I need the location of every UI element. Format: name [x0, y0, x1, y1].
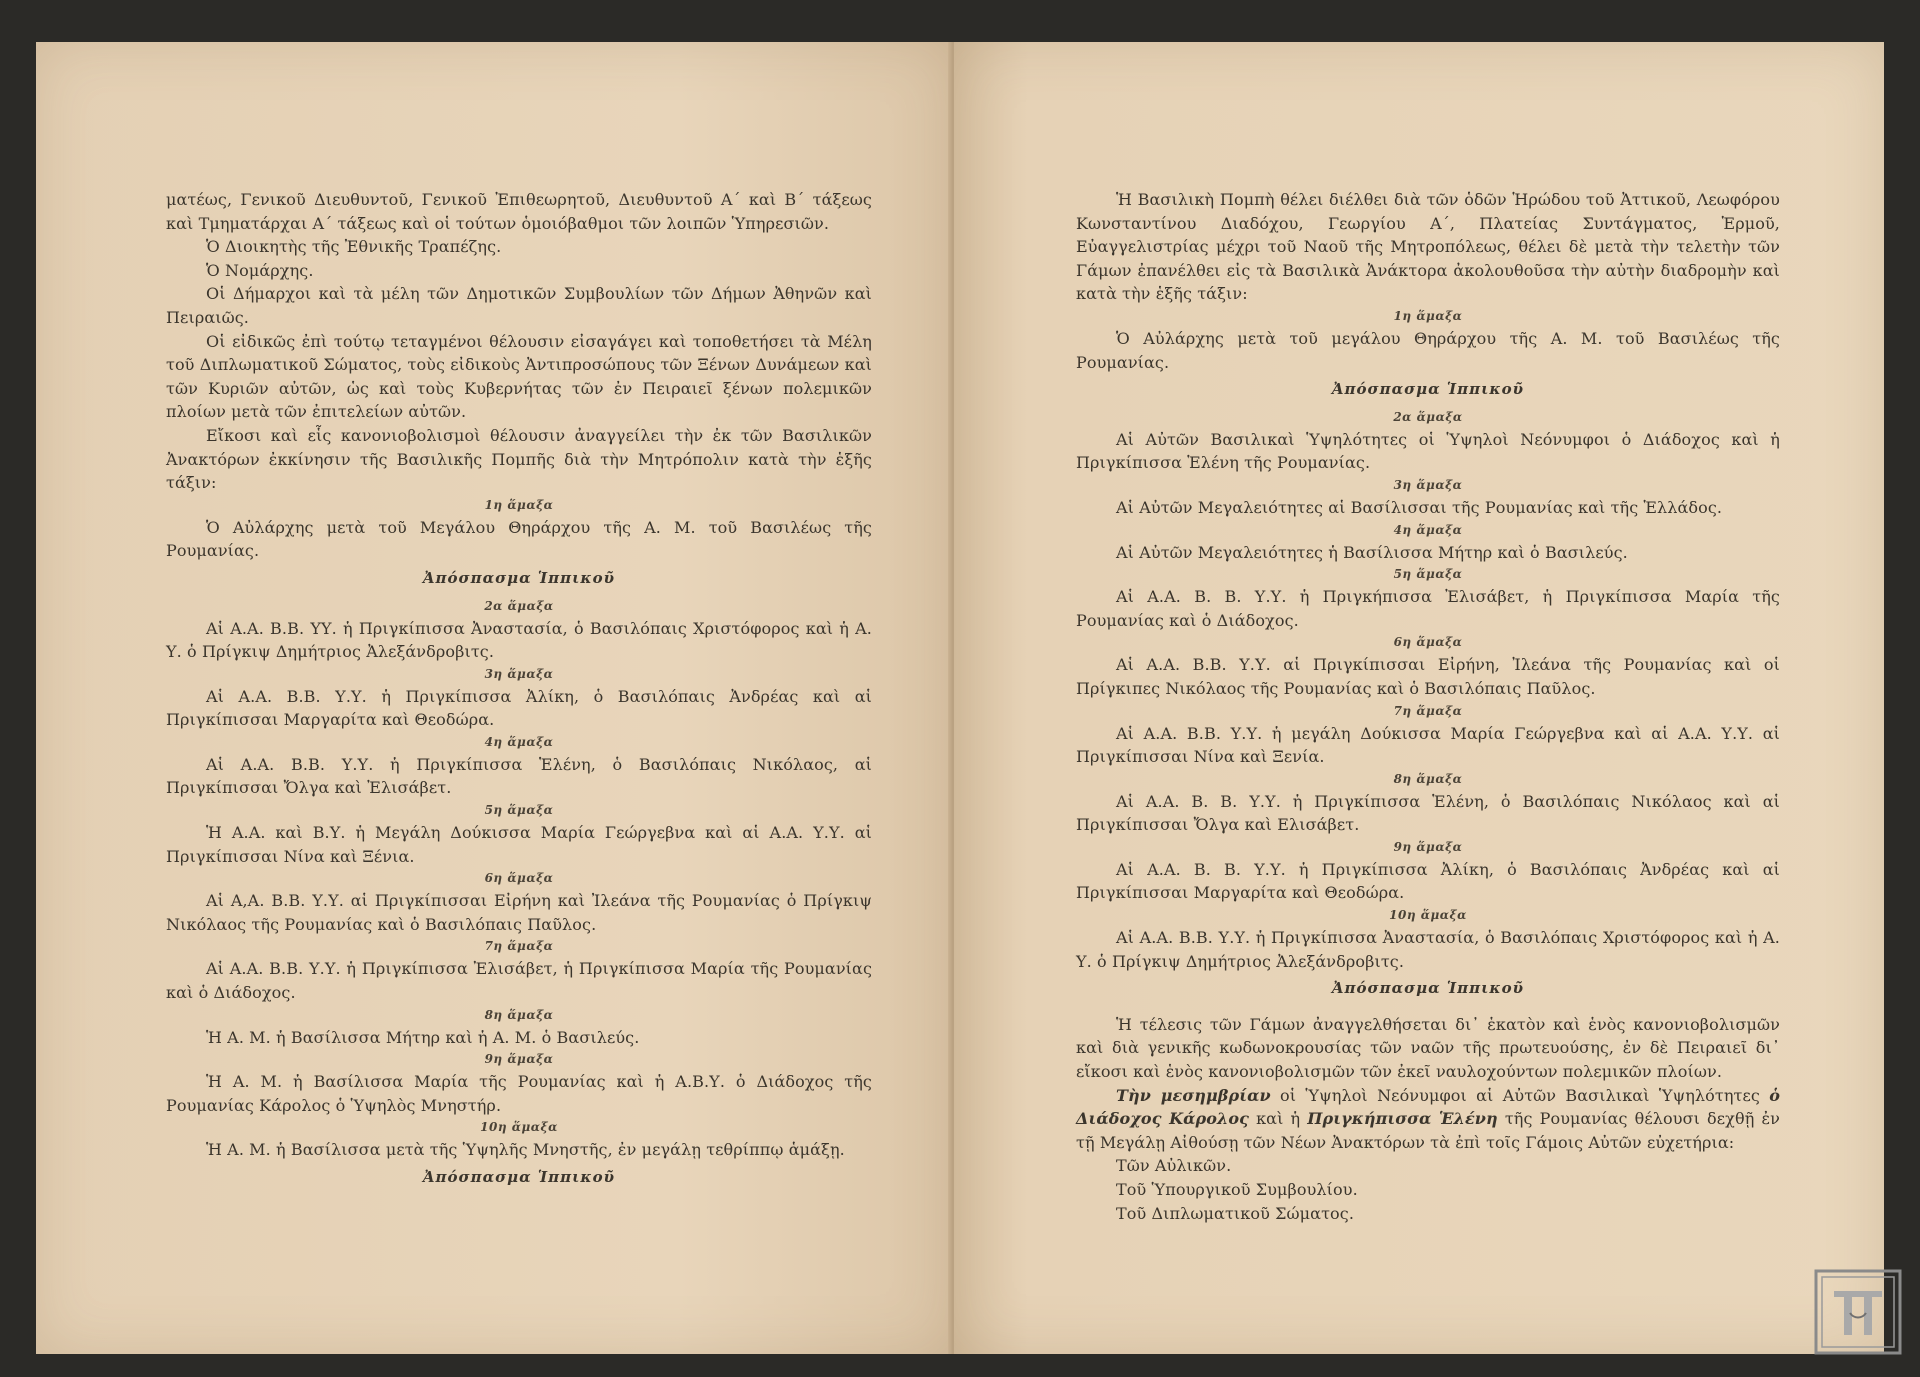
carriage-heading: 3η ἅμαξα: [484, 666, 554, 681]
paragraph: Αἱ Α.Α. Β. Β. Υ.Υ. ἡ Πριγκίπισσα Ἀλίκη, ὁ Βασιλόπαις Ἀνδρέας καὶ αἱ Πριγκίπισσαι Μαργαρίτα καὶ Θεοδώρα.: [1076, 859, 1780, 903]
paragraph: Τῶν Αὐλικῶν.: [1116, 1156, 1232, 1176]
paragraph: Αἱ Α.Α. Β.Β. ΥΥ. ἡ Πριγκίπισσα Ἀναστασία, ὁ Βασιλόπαις Χριστόφορος καὶ ἡ Α. Υ. ὁ Πρίγκιψ Δημήτριος Ἀλεξάνδροβιτς.: [166, 618, 872, 662]
carriage-heading: 9η ἅμαξα: [1393, 839, 1463, 854]
right-page: [954, 42, 1884, 1354]
paragraph: Ὁ Αὐλάρχης μετὰ τοῦ Μεγάλου Θηράρχου τῆς Α. Μ. τοῦ Βασιλέως τῆς Ρουμανίας.: [166, 517, 872, 561]
paragraph: Αἱ Α.Α. Β. Β. Υ.Υ. ἡ Πριγκήπισσα Ἐλισάβετ, ἡ Πριγκίπισσα Μαρία τῆς Ρουμανίας καὶ ὁ Διάδοχος.: [1076, 587, 1780, 630]
text-run: καὶ ἡ: [1248, 1109, 1308, 1129]
emphasized-text: ὁ Διάδοχος Κάρολος: [1076, 1085, 1780, 1129]
carriage-heading: 4η ἅμαξα: [484, 734, 554, 749]
carriage-heading: 4η ἅμαξα: [1393, 522, 1463, 537]
paragraph: Αἱ Αὐτῶν Μεγαλειότητες ἡ Βασίλισσα Μήτηρ καὶ ὁ Βασιλεύς.: [1116, 542, 1628, 562]
library-logo-icon: [1814, 1269, 1902, 1355]
paragraph: Ἡ Α. Μ. ἡ Βασίλισσα Μαρία τῆς Ρουμανίας καὶ ἡ Α.Β.Υ. ὁ Διάδοχος τῆς Ρουμανίας Κάρολος ὁ Ὑψηλὸς Μνηστήρ.: [166, 1072, 872, 1115]
carriage-heading: 9η ἅμαξα: [484, 1052, 554, 1067]
carriage-heading: 8η ἅμαξα: [1393, 771, 1463, 786]
carriage-heading: 10η ἅμαξα: [480, 1120, 558, 1135]
left-page: [36, 42, 952, 1354]
text-run: τῆς Ρουμανίας θέλουσι δεχθῇ ἐν τῇ Μεγάλῃ Αἰθούσῃ τῶν Νέων Ἀνακτόρων τὰ ἐπὶ τοῖς Γάμοις Αὐτῶν εὐχετήρια:: [1076, 1109, 1780, 1152]
paragraph: Ὁ Διοικητὴς τῆς Ἐθνικῆς Τραπέζης.: [206, 237, 502, 257]
carriage-heading: 7η ἅμαξα: [484, 939, 554, 954]
carriage-heading: 3η ἅμαξα: [1393, 477, 1463, 492]
emphasized-text: Πριγκήπισσα Ἑλένη: [1307, 1109, 1498, 1129]
paragraph: Αἱ Α.Α. Β.Β. Υ.Υ. ἡ μεγάλη Δούκισσα Μαρία Γεώργεβνα καὶ αἱ Α.Α. Υ.Υ. αἱ Πριγκίπισσαι Νίνα καὶ Ξενία.: [1076, 723, 1780, 767]
paragraph: [1076, 1084, 1780, 1155]
paragraph: Ἡ Α. Μ. ἡ Βασίλισσα Μήτηρ καὶ ἡ Α. Μ. ὁ Βασιλεύς.: [206, 1027, 640, 1047]
paragraph: Ὁ Αὐλάρχης μετὰ τοῦ μεγάλου Θηράρχου τῆς Α. Μ. τοῦ Βασιλέως τῆς Ρουμανίας.: [1076, 328, 1780, 372]
paragraph: Αἱ Α,Α. Β.Β. Υ.Υ. αἱ Πριγκίπισσαι Εἰρήνη καὶ Ἰλεάνα τῆς Ρουμανίας ὁ Πρίγκιψ Νικόλαος τῆς Ρουμανίας καὶ ὁ Βασιλόπαις Παῦλος.: [166, 891, 872, 934]
paragraph: Ἡ τέλεσις τῶν Γάμων ἀναγγελθήσεται δι᾽ ἑκατὸν καὶ ἑνὸς κανονιοβολισμῶν καὶ διὰ γενικῆς κωδωνοκρουσίας τῶν ναῶν τῆς πρωτευούσης, ἐν δὲ Πειραιεῖ δι᾽ εἴκοσι καὶ ἑνὸς κανονιοβολισμῶν τῶν ἐκεῖ ναυλοχούντων πολεμικῶν πλοίων.: [1076, 1014, 1780, 1082]
paragraph: Οἱ εἰδικῶς ἐπὶ τούτῳ τεταγμένοι θέλουσιν εἰσαγάγει καὶ τοποθετήσει τὰ Μέλη τοῦ Διπλωματικοῦ Σώματος, τοὺς εἰδικοὺς Ἀντιπροσώπους τῶν Ξένων Δυνάμεων καὶ τῶν Κυριῶν αὐτῶν, ὡς καὶ τοὺς Κυβερνήτας τῶν ἐν Πειραιεῖ ξένων πολεμικῶν πλοίων μετὰ τῶν ἐπιτελείων αὐτῶν.: [166, 331, 872, 422]
carriage-heading: 5η ἅμαξα: [1393, 567, 1463, 582]
section-heading: Ἀπόσπασμα Ἱππικοῦ: [1331, 380, 1525, 399]
carriage-heading: 10η ἅμαξα: [1389, 908, 1467, 923]
left-page-text: [166, 188, 872, 1196]
paragraph: Οἱ Δήμαρχοι καὶ τὰ μέλη τῶν Δημοτικῶν Συμβουλίων τῶν Δήμων Ἀθηνῶν καὶ Πειραιῶς.: [166, 284, 872, 327]
right-page-text: [1076, 188, 1780, 1225]
carriage-heading: 8η ἅμαξα: [484, 1007, 554, 1022]
carriage-heading: 6η ἅμαξα: [484, 871, 554, 886]
carriage-heading: 5η ἅμαξα: [484, 803, 554, 818]
paragraph: Τοῦ Ὑπουργικοῦ Συμβουλίου.: [1116, 1180, 1358, 1199]
carriage-heading: 1η ἅμαξα: [1393, 308, 1463, 323]
carriage-heading: 7η ἅμαξα: [1393, 703, 1463, 718]
paragraph: Αἱ Α.Α. Β. Β. Υ.Υ. ἡ Πριγκίπισσα Ἑλένη, ὁ Βασιλόπαις Νικόλαος καὶ αἱ Πριγκίπισσαι Ὄλγα καὶ Ελισάβετ.: [1076, 791, 1780, 835]
paragraph: Αἱ Αὐτῶν Βασιλικαὶ Ὑψηλότητες οἱ Ὑψηλοὶ Νεόνυμφοι ὁ Διάδοχος καὶ ἡ Πριγκίπισσα Ἑλένη τῆς Ρουμανίας.: [1076, 429, 1780, 473]
paragraph: Ὁ Νομάρχης.: [206, 260, 314, 280]
carriage-heading: 6η ἅμαξα: [1393, 635, 1463, 650]
paragraph: Αἱ Αὐτῶν Μεγαλειότητες αἱ Βασίλισσαι τῆς Ρουμανίας καὶ τῆς Ἑλλάδος.: [1116, 497, 1723, 517]
paragraph: Αἱ Α.Α. Β.Β. Υ.Υ. ἡ Πριγκίπισσα Ἐλισάβετ, ἡ Πριγκίπισσα Μαρία τῆς Ρουμανίας καὶ ὁ Διάδοχος.: [166, 959, 872, 1003]
paragraph: ματέως, Γενικοῦ Διευθυντοῦ, Γενικοῦ Ἐπιθεωρητοῦ, Διευθυντοῦ Α΄ καὶ Β΄ τάξεως καὶ Τμηματάρχαι Α΄ τάξεως καὶ οἱ τούτων ὁμοιόβαθμοι τῶν λοιπῶν Ὑπηρεσιῶν.: [166, 190, 872, 233]
section-heading: Ἀπόσπασμα Ἱππικοῦ: [422, 1168, 616, 1186]
paragraph: Ἡ Βασιλικὴ Πομπὴ θέλει διέλθει διὰ τῶν ὁδῶν Ἡρώδου τοῦ Ἀττικοῦ, Λεωφόρου Κωνσταντίνου Διαδόχου, Γεωργίου Α΄, Πλατείας Συντάγματος, Ἑρμοῦ, Εὐαγγελιστρίας μέχρι τοῦ Ναοῦ τῆς Μητροπόλεως, θέλει δὲ μετὰ τὴν τελετὴν τῶν Γάμων ἐπανέλθει εἰς τὰ Βασιλικὰ Ἀνάκτορα ἀκολουθοῦσα τὴν αὐτὴν διαδρομὴν καὶ κατὰ τὴν ἑξῆς τάξιν:: [1076, 190, 1780, 304]
paragraph: Ἡ Α.Α. καὶ Β.Υ. ἡ Μεγάλη Δούκισσα Μαρία Γεώργεβνα καὶ αἱ Α.Α. Υ.Υ. αἱ Πριγκίπισσαι Νίνα καὶ Ξένια.: [166, 823, 872, 866]
section-heading: Ἀπόσπασμα Ἱππικοῦ: [1331, 979, 1525, 998]
paragraph: Τοῦ Διπλωματικοῦ Σώματος.: [1116, 1203, 1355, 1223]
carriage-heading: 1η ἅμαξα: [484, 497, 554, 512]
section-heading: Ἀπόσπασμα Ἱππικοῦ: [422, 568, 616, 587]
carriage-heading: 2α ἅμαξα: [484, 598, 554, 613]
paragraph: Εἴκοσι καὶ εἷς κανονιοβολισμοὶ θέλουσιν ἀναγγείλει τὴν ἐκ τῶν Βασιλικῶν Ἀνακτόρων ἐκκίνησιν τῆς Βασιλικῆς Πομπῆς διὰ τὴν Μητρόπολιν κατὰ τὴν ἑξῆς τάξιν:: [166, 425, 872, 493]
paragraph: Αἱ Α.Α. Β.Β. Υ.Υ. ἡ Πριγκίπισσα Ἀλίκη, ὁ Βασιλόπαις Ἀνδρέας καὶ αἱ Πριγκίπισσαι Μαργαρίτα καὶ Θεοδώρα.: [166, 686, 872, 730]
paragraph: Αἱ Α.Α. Β.Β. Υ.Υ. αἱ Πριγκίπισσαι Εἰρήνη, Ἰλεάνα τῆς Ρουμανίας καὶ οἱ Πρίγκιπες Νικόλαος τῆς Ρουμανίας καὶ ὁ Βασιλόπαις Παῦλος.: [1076, 655, 1780, 698]
text-run: οἱ Ὑψηλοὶ Νεόνυμφοι αἱ Αὐτῶν Βασιλικαὶ Ὑψηλότητες: [1270, 1085, 1770, 1105]
paragraph: Ἡ Α. Μ. ἡ Βασίλισσα μετὰ τῆς Ὑψηλῆς Μνηστῆς, ἐν μεγάλῃ τεθρίππῳ ἁμάξῃ.: [206, 1140, 845, 1160]
emphasized-text: Τὴν μεσημβρίαν: [1116, 1085, 1271, 1105]
paragraph: Αἱ Α.Α. Β.Β. Υ.Υ. ἡ Πριγκίπισσα Ἀναστασία, ὁ Βασιλόπαις Χριστόφορος καὶ ἡ Α. Υ. ὁ Πρίγκιψ Δημήτριος Ἀλεξάνδροβιτς.: [1076, 928, 1780, 971]
carriage-heading: 2α ἅμαξα: [1393, 409, 1463, 424]
paragraph: Αἱ Α.Α. Β.Β. Υ.Υ. ἡ Πριγκίπισσα Ἑλένη, ὁ Βασιλόπαις Νικόλαος, αἱ Πριγκίπισσαι Ὄλγα καὶ Ἐλισάβετ.: [166, 754, 872, 798]
